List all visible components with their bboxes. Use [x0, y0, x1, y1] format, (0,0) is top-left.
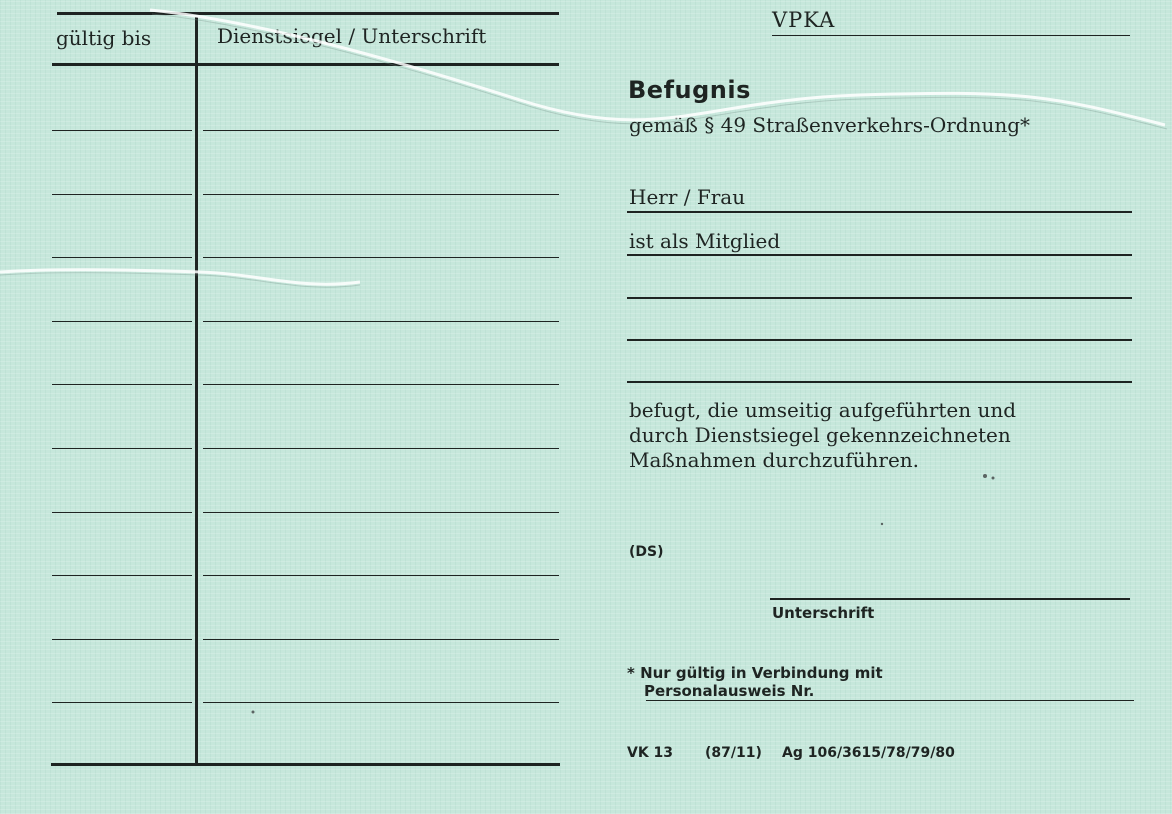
blank-line-2	[627, 339, 1132, 341]
footnote-line-1: * Nur gültig in Verbindung mit	[627, 664, 883, 682]
table-row-line-signature	[203, 639, 559, 640]
table-row-line-date	[52, 575, 192, 576]
form-print-number: Ag 106/3615/78/79/80	[782, 745, 955, 761]
seal-label: (DS)	[629, 544, 664, 560]
table-row-line-signature	[203, 194, 559, 195]
id-number-line	[646, 700, 1134, 701]
table-header-underline	[52, 63, 559, 66]
person-field-label: Herr / Frau	[629, 185, 746, 209]
table-row-line-signature	[203, 575, 559, 576]
signature-label: Unterschrift	[772, 604, 875, 622]
blank-line-1	[627, 297, 1132, 299]
table-row-line-signature	[203, 321, 559, 322]
member-field-line	[627, 254, 1132, 256]
table-row-line-signature	[203, 130, 559, 131]
office-label: VPKA	[772, 8, 836, 32]
document-subtitle: gemäß § 49 Straßenverkehrs-Ordnung*	[629, 113, 1031, 137]
authorization-text-line-3: Maßnahmen durchzuführen.	[629, 448, 920, 472]
table-row-line-date	[52, 512, 192, 513]
office-underline	[772, 35, 1130, 36]
table-row-line-date	[52, 130, 192, 131]
table-row-line-date	[52, 448, 192, 449]
table-row-line-date	[52, 384, 192, 385]
table-row-line-date	[52, 257, 192, 258]
document-title: Befugnis	[628, 76, 751, 104]
table-row-line-signature	[203, 702, 559, 703]
blank-line-3	[627, 381, 1132, 383]
footnote-line-2: Personalausweis Nr.	[644, 682, 815, 700]
column-header-valid-until: gültig bis	[56, 26, 152, 50]
column-header-seal-signature: Dienstsiegel / Unterschrift	[217, 24, 487, 48]
person-field-line	[627, 211, 1132, 213]
table-row-line-date	[52, 702, 192, 703]
signature-line	[770, 598, 1130, 600]
form-code: VK 13	[627, 745, 674, 761]
table-top-border	[57, 12, 559, 15]
table-row-line-signature	[203, 257, 559, 258]
table-row-line-signature	[203, 512, 559, 513]
table-row-line-date	[52, 639, 192, 640]
table-row-line-signature	[203, 448, 559, 449]
authorization-text-line-1: befugt, die umseitig aufgeführten und	[629, 398, 1017, 422]
table-row-line-signature	[203, 384, 559, 385]
table-row-line-date	[52, 321, 192, 322]
authorization-text-line-2: durch Dienstsiegel gekennzeichneten	[629, 423, 1011, 447]
form-edition: (87/11)	[705, 745, 762, 761]
table-row-line-date	[52, 194, 192, 195]
member-field-label: ist als Mitglied	[629, 229, 781, 253]
table-column-divider	[195, 17, 198, 765]
table-bottom-border	[51, 763, 560, 766]
